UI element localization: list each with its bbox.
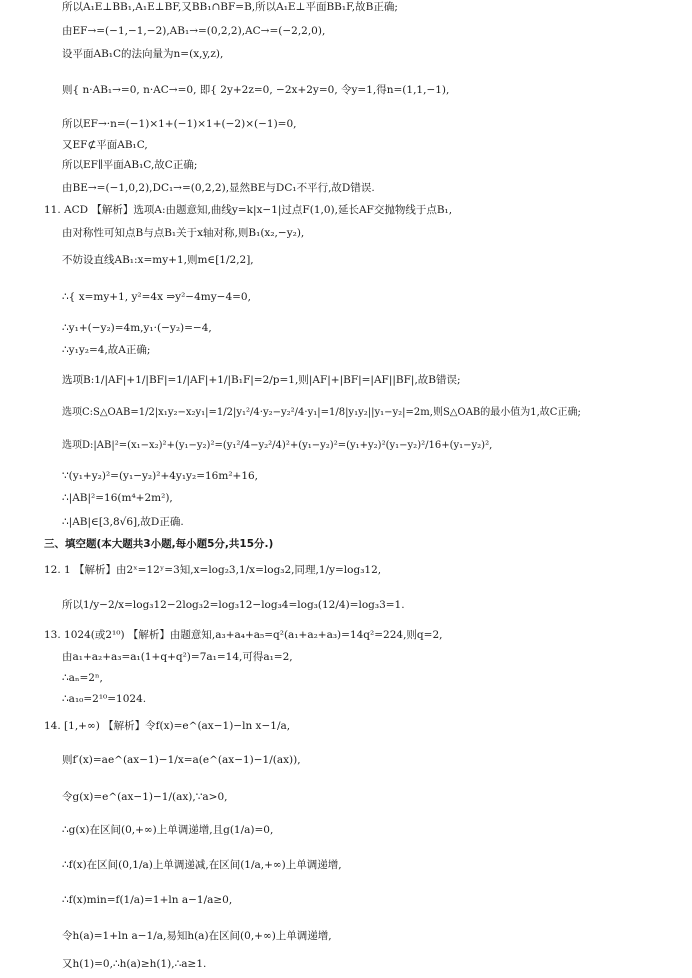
text-line: ∴y₁y₂=4,故A正确; bbox=[62, 344, 151, 356]
text-line: ∴|AB|²=16(m⁴+2m²), bbox=[62, 492, 173, 504]
text-line: 所以EF→·n=(−1)×1+(−1)×1+(−2)×(−1)=0, bbox=[62, 118, 297, 130]
text-line: 所以1/y−2/x=log₃12−2log₃2=log₃12−log₃4=log₃(12/4)=log₃3=1. bbox=[62, 599, 405, 611]
text-line: 由EF→=(−1,−1,−2),AB₁→=(0,2,2),AC→=(−2,2,0), bbox=[62, 25, 326, 37]
text-line: 则{ n·AB₁→=0, n·AC→=0, 即{ 2y+2z=0, −2x+2y=0, 令y=1,得n=(1,1,−1), bbox=[62, 84, 450, 96]
text-line: 设平面AB₁C的法向量为n=(x,y,z), bbox=[62, 48, 224, 60]
text-line: 由a₁+a₂+a₃=a₁(1+q+q²)=7a₁=14,可得a₁=2, bbox=[62, 651, 293, 663]
text-line: 所以A₁E⊥BB₁,A₁E⊥BF,又BB₁∩BF=B,所以A₁E⊥平面BB₁F,故B正确; bbox=[62, 1, 398, 13]
text-line: ∴{ x=my+1, y²=4x ⇒y²−4my−4=0, bbox=[62, 291, 251, 303]
text-line: 则f′(x)=ae^(ax−1)−1/x=a(e^(ax−1)−1/(ax)), bbox=[62, 754, 301, 766]
answer-heading-14: 14. [1,+∞) 【解析】令f(x)=e^(ax−1)−ln x−1/a, bbox=[44, 720, 291, 732]
text-line: 所以EF∥平面AB₁C,故C正确; bbox=[62, 159, 198, 171]
option-b-line: 选项B:1/|AF|+1/|BF|=1/|AF|+1/|B₁F|=2/p=1,则|AF|+|BF|=|AF||BF|,故B错误; bbox=[62, 374, 461, 386]
text-line: 令h(a)=1+ln a−1/a,易知h(a)在区间(0,+∞)上单调递增, bbox=[62, 930, 332, 942]
text-line: ∴a₁₀=2¹⁰=1024. bbox=[62, 693, 147, 705]
text-line: ∴g(x)在区间(0,+∞)上单调递增,且g(1/a)=0, bbox=[62, 824, 274, 836]
answer-heading-12: 12. 1 【解析】由2ˣ=12ʸ=3知,x=log₂3,1/x=log₃2,同理,1/y=log₃12, bbox=[44, 564, 382, 576]
section-heading: 三、填空题(本大题共3小题,每小题5分,共15分.) bbox=[44, 538, 274, 550]
answer-heading-11: 11. ACD 【解析】选项A:由题意知,曲线y=k|x−1|过点F(1,0),延长AF交抛物线于点B₁, bbox=[44, 204, 453, 216]
text-line: ∴y₁+(−y₂)=4m,y₁·(−y₂)=−4, bbox=[62, 322, 212, 334]
text-line: 由对称性可知点B与点B₁关于x轴对称,则B₁(x₂,−y₂), bbox=[62, 227, 305, 239]
text-line: 又h(1)=0,∴h(a)≥h(1),∴a≥1. bbox=[62, 958, 207, 970]
text-line: 不妨设直线AB₁:x=my+1,则m∈[1/2,2], bbox=[62, 254, 254, 266]
text-line: ∴|AB|∈[3,8√6],故D正确. bbox=[62, 516, 184, 528]
answer-heading-13: 13. 1024(或2¹⁰) 【解析】由题意知,a₃+a₄+a₅=q²(a₁+a₂+a₃)=14q²=224,则q=2, bbox=[44, 629, 443, 641]
text-line: 又EF⊄平面AB₁C, bbox=[62, 139, 148, 151]
option-c-line: 选项C:S△OAB=1/2|x₁y₂−x₂y₁|=1/2|y₁²/4·y₂−y₂²/4·y₁|=1/8|y₁y₂||y₁−y₂|=2m,则S△OAB的最小值为1,故C正确; bbox=[62, 407, 581, 418]
option-d-line: 选项D:|AB|²=(x₁−x₂)²+(y₁−y₂)²=(y₁²/4−y₂²/4)²+(y₁−y₂)²=(y₁+y₂)²(y₁−y₂)²/16+(y₁−y₂)², bbox=[62, 440, 493, 451]
text-line: ∵(y₁+y₂)²=(y₁−y₂)²+4y₁y₂=16m²+16, bbox=[62, 470, 259, 482]
text-line: 由BE→=(−1,0,2),DC₁→=(0,2,2),显然BE与DC₁不平行,故D错误. bbox=[62, 182, 375, 194]
text-line: 令g(x)=e^(ax−1)−1/(ax),∵a>0, bbox=[62, 791, 228, 803]
text-line: ∴f(x)min=f(1/a)=1+ln a−1/a≥0, bbox=[62, 894, 233, 906]
text-line: ∴f(x)在区间(0,1/a)上单调递减,在区间(1/a,+∞)上单调递增, bbox=[62, 859, 342, 871]
text-line: ∴aₙ=2ⁿ, bbox=[62, 672, 103, 684]
